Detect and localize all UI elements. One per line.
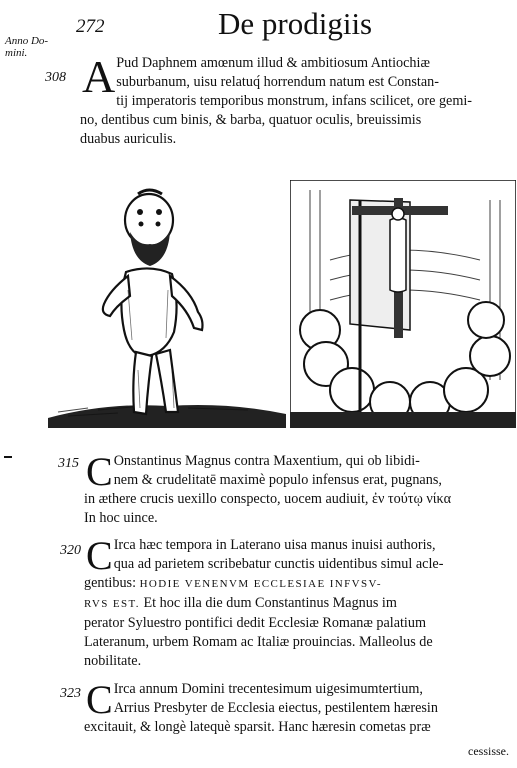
paragraph-lateran-hand [84,533,514,671]
text-line: Onstantinus Magnus contra Maxentium, qui ob libidi- [113,453,420,469]
year-marker: 323 [60,686,81,701]
inscription-caps: RVS EST. [84,598,140,610]
drop-cap: A [82,51,116,102]
caps-prefix: gentibus: [84,575,137,591]
text-line: In hoc uince. [84,510,158,526]
text-line: excitauit, & longè latequè sparsit. Hanc hæresin cometas præ [84,719,431,735]
text-line: Lateranum, urbem Romam ac Italiæ prouincias. Malleolus de [84,634,433,650]
woodcut-monster-infant [48,180,286,428]
text-line: Irca hæc tempora in Laterano uisa manus inuisi authoris, [113,537,436,553]
drop-cap: C [86,533,113,578]
text-line: Irca annum Domini trecentesimum uigesimumtertium, [113,681,423,697]
text-line: Pud Daphnem amœnum illud & ambitiosum Antiochiæ [116,55,430,71]
text-line: nem & crudelitatē maximè populo infensus erat, pugnans, [113,472,442,488]
catchword: cessisse. [468,744,509,758]
paragraph-constantine-vision [84,449,514,528]
text-line [84,594,514,614]
margin-year-label: Anno Do- mini. [5,35,49,59]
text-line: qua ad parietem scribebatur cunctis uidentibus simul acle- [113,556,444,572]
drop-cap: C [86,449,113,494]
text-line: duabus auriculis. [80,131,177,147]
year-marker: 315 [58,456,79,471]
text-line: no, dentibus cum binis, & barba, quatuor oculis, breuissimis [80,112,422,128]
margin-mark [4,456,12,458]
paragraph-monster [80,51,512,149]
text-line: suburbanum, uisu relatuq́ horrendum natum est Constan- [116,74,439,90]
text-line: in æthere crucis uexillo conspecto, uocem audiuit, ἐν τούτῳ νίκα [84,491,452,507]
text-line [84,574,514,594]
text-line: perator Syluestro pontifici dedit Ecclesiæ Romanæ palatium [84,615,427,631]
year-marker: 320 [60,543,81,558]
drop-cap: C [86,677,113,722]
inscription-caps: HODIE VENENVM ECCLESIAE INFVSV- [139,578,382,590]
text-line: tij imperatoris temporibus monstrum, infans scilicet, ore gemi- [116,93,473,109]
running-head: De prodigiis [218,6,373,41]
year-marker: 308 [45,70,66,85]
text-line-rest: Et hoc illa die dum Constantinus Magnus im [143,595,397,611]
page-number: 272 [76,16,105,37]
text-line: Arrius Presbyter de Ecclesia eiectus, pestilentem hæresin [113,700,438,716]
paragraph-arius [84,677,514,737]
woodcut-cross-in-sky [290,180,516,428]
text-line: nobilitate. [84,653,142,669]
